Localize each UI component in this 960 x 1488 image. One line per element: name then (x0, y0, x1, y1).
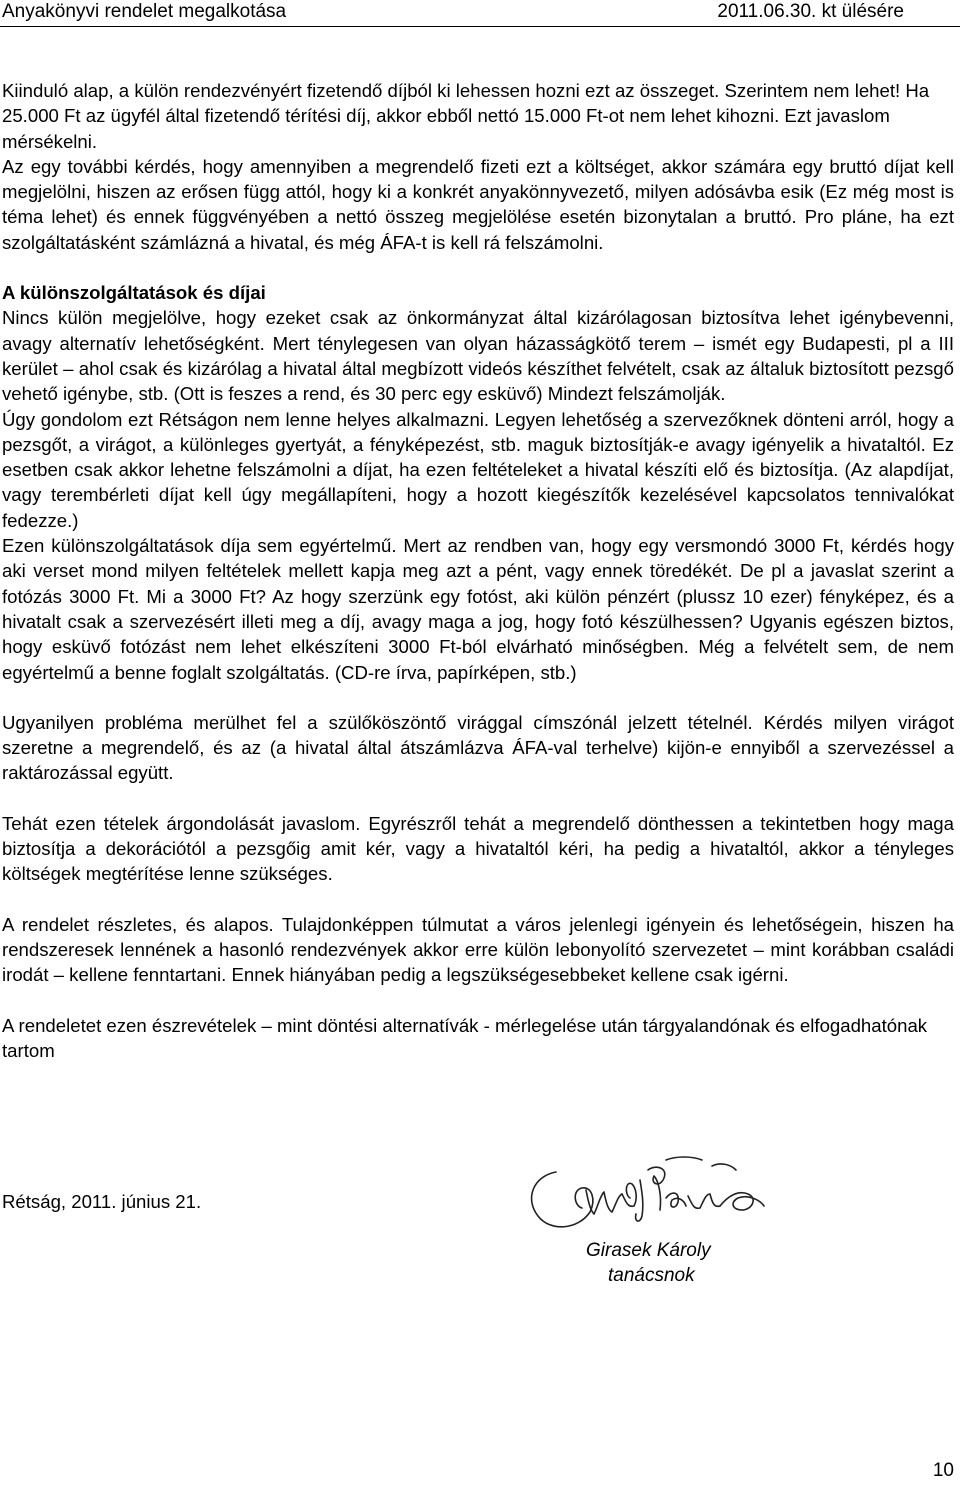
paragraph-detailed: A rendelet részletes, és alapos. Tulajdonképpen túlmutat a város jelenlegi igényein és lehetőségein, hiszen ha rendszeresek lennének a hasonló rendezvények akkor erre külön lebonyolító szervezetet – mint korábban családi irodát – kellene fenntartani. Ennek hiányában pedig a legszükségesebbeket kellene csak igérni. (2, 913, 954, 986)
signer-title: tanácsnok (608, 1265, 695, 1286)
signature-block (500, 1150, 800, 1300)
paragraph-spacer (2, 786, 954, 811)
page-header (0, 0, 960, 27)
paragraph-conclusion: A rendeletet ezen észrevételek – mint döntési alternatívák - mérlegelése után tárgyalandónak és elfogadhatónak tartom (2, 1014, 928, 1061)
paragraph-spacer (2, 255, 954, 280)
paragraph-spacer (2, 887, 954, 912)
paragraph-service-fees: Ezen különszolgáltatások díja sem egyértelmű. Mert az rendben van, hogy egy versmondó 3000 Ft, kérdés hogy aki verset mond milyen feltételek mellett kapja meg azt a pént, vagy ennek töredékét. De pl a javaslat szerint a fotózás 3000 Ft. Mi a 3000 Ft? Az hogy szerzünk egy fotóst, aki külön pénzért (plussz 10 ezer) fényképez, és a hivatalt csak a szervezésért illeti meg a díj, avagy maga a jog, hogy fotó készülhessen? Ugyanis egészen biztos, hogy esküvő fotózást nem lehet elkészíteni 3000 Ft-ból elvárható minőségben. Még a felvételt sem, de nem egyértelmű a benne foglalt szolgáltatás. (CD-re írva, papírképen, stb.) (2, 535, 954, 683)
document-body (2, 78, 954, 1063)
page-number: 10 (932, 1460, 954, 1481)
section-heading: A különszolgáltatások és díjai (2, 282, 266, 304)
paragraph-spacer (2, 685, 954, 710)
paragraph-special-services: Nincs külön megjelölve, hogy ezeket csak az önkormányzat által kizárólagosan biztosítva lehet igénybevenni, avagy alternatív lehetőségként. Mert ténylegesen van olyan házasságkötő terem – ismét egy Budapesti, pl a III kerület – ahol csak és kizárólag a hivatal által megbízott videós készíthet felvételt, csak az általuk biztosított pezsgő vehető igénybe, stb. (Ott is feszes a rend, és 30 perc egy esküvő) Mindezt felszámolják. (2, 307, 954, 405)
header-divider (0, 26, 960, 27)
paragraph-retsag: Úgy gondolom ezt Rétságon nem lenne helyes alkalmazni. Legyen lehetőség a szervezőknek dönteni arról, hogy a pezsgőt, a virágot, a különleges gyertyát, a fényképezést, stb. maguk biztosítják-e avagy igényelik a hivataltól. Ez esetben csak akkor lehetne felszámolni a díjat, ha ezen feltételeket a hivatal készíti elő és biztosítja. (Az alapdíjat, vagy terembérleti díjat kell úgy megállapíteni, hogy a hozott kiegészítők kezelésével kapcsolatos tennivalókat fedezze.) (2, 408, 954, 531)
paragraph-base-fee: Kiinduló alap, a külön rendezvényért fizetendő díjból ki lehessen hozni ezt az összeget. Szerintem nem lehet! Ha 25.000 Ft az ügyfél által fizetendő térítési díj, akkor ebből nettó 15.000 Ft-ot nem lehet kihozni. Ezt javaslom mérsékelni. (2, 80, 930, 152)
handwritten-signature (516, 1150, 776, 1240)
date-line: Rétság, 2011. június 21. (2, 1191, 202, 1212)
signer-name: Girasek Károly (586, 1240, 711, 1261)
header-title: Anyakönyvi rendelet megalkotása (2, 1, 287, 22)
paragraph-spacer (2, 988, 954, 1013)
paragraph-gross-fee: Az egy további kérdés, hogy amennyiben a megrendelő fizeti ezt a költséget, akkor számára egy bruttó díjat kell megjelölni, hiszen az erősen függ attól, hogy ki a konkrét anyakönnyvezető, milyen adósávba esik (Ez még most is téma lehet) és ennek függvényében a nettó összeg megjelölése esetén bizonytalan a bruttó. Pro pláne, ha ezt szolgáltatásként számlázná a hivatal, és még ÁFA-t is kell rá felszámolni. (2, 155, 954, 253)
paragraph-flowers: Ugyanilyen probléma merülhet fel a szülőköszöntő virággal címszónál jelzett tételnél. Kérdés milyen virágot szeretne a megrendelő, és az (a hivatal által átszámlázva ÁFA-val terhelve) kijön-e ennyiből a szervezéssel a raktározással együtt. (2, 711, 954, 784)
header-meeting-date: 2011.06.30. kt ülésére (717, 1, 904, 22)
paragraph-proposal: Tehát ezen tételek árgondolását javaslom. Egyrészről tehát a megrendelő dönthessen a tekintetben hogy maga biztosítja a dekorációtól a pezsgőig amit kér, vagy a hivataltól kéri, ha pedig a hivataltól, akkor a tényleges költségek megtérítése lenne szükséges. (2, 812, 954, 885)
